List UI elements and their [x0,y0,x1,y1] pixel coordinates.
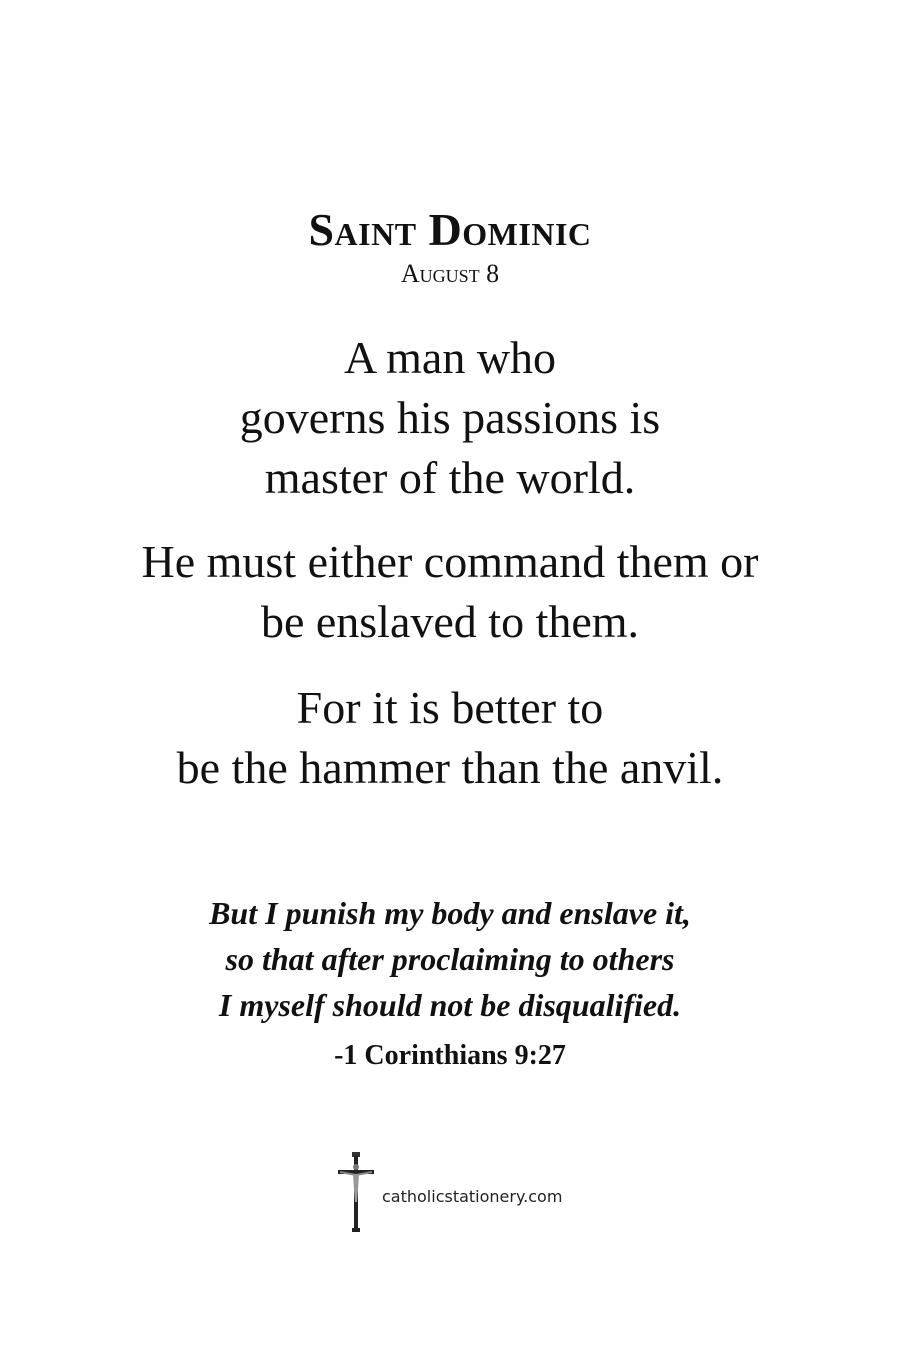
quote-paragraph-3 [0,678,900,798]
verse-line: But I punish my body and enslave it, [209,895,691,931]
saint-title: Saint Dominic [308,204,592,255]
quote-line: be the hammer than the anvil. [176,742,724,793]
verse-line: I myself should not be disqualified. [218,987,682,1023]
footer-branding [336,1150,562,1236]
quote-paragraph-1 [0,328,900,508]
feast-date: August 8 [400,259,500,288]
quote-line: A man who [343,332,557,383]
scripture-citation: -1 Corinthians 9:27 [334,1040,566,1071]
quote-line: be enslaved to them. [260,596,640,647]
quote-line: master of the world. [264,452,636,503]
website-url: catholicstationery.com [382,1186,563,1206]
quote-paragraph-2 [0,532,900,652]
quote-line: For it is better to [296,682,604,733]
scripture-verse [0,890,900,1028]
quote-line: governs his passions is [239,392,661,443]
verse-line: so that after proclaiming to others [225,941,675,977]
crucifix-icon [336,1150,376,1236]
quote-line: He must either command them or [141,536,759,587]
